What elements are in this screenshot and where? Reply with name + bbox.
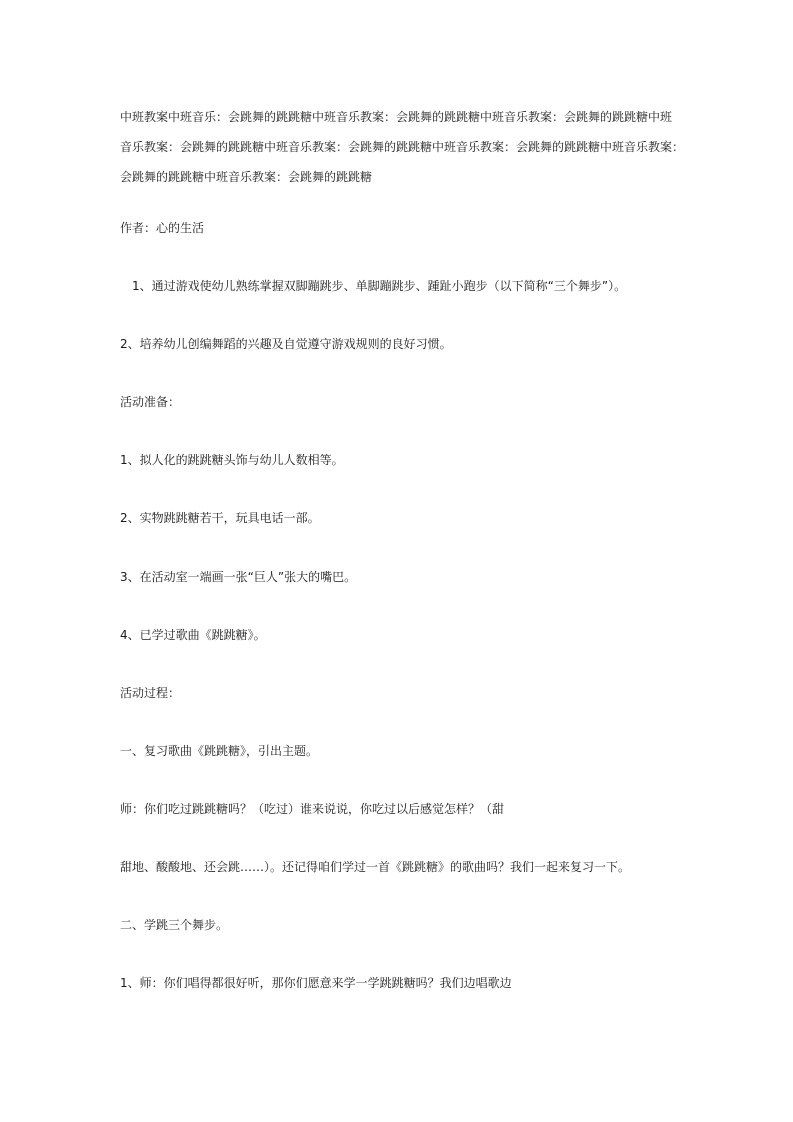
process-step-2-item-1: 1、师：你们唱得都很好听，那你们愿意来学一学跳跳糖吗？我们边唱歌边	[120, 976, 512, 990]
title-line: 会跳舞的跳跳糖中班音乐教案：会跳舞的跳跳糖	[120, 170, 373, 184]
teacher-dialogue-continued: 甜地、酸酸地、还会跳……）。还记得咱们学过一首《跳跳糖》的歌曲吗？我们一起来复习一下。	[120, 860, 631, 874]
process-step-2: 二、学跳三个舞步。	[120, 918, 229, 932]
preparation-item-4: 4、已学过歌曲《跳跳糖》。	[120, 628, 266, 642]
process-heading: 活动过程：	[120, 686, 181, 700]
preparation-item-2: 2、实物跳跳糖若干，玩具电话一部。	[120, 511, 320, 525]
title-line: 中班教案中班音乐：会跳舞的跳跳糖中班音乐教案：会跳舞的跳跳糖中班音乐教案：会跳舞的跳跳糖中班	[120, 110, 673, 124]
process-step-1: 一、复习歌曲《跳跳糖》，引出主题。	[120, 744, 319, 758]
goal-item-1: 1、通过游戏使幼儿熟练掌握双脚蹦跳步、单脚蹦跳步、踵趾小跑步（以下简称“三个舞步”）。	[120, 279, 627, 293]
author-line: 作者：心的生活	[120, 221, 205, 235]
preparation-heading: 活动准备：	[120, 395, 181, 409]
title-line: 音乐教案：会跳舞的跳跳糖中班音乐教案：会跳舞的跳跳糖中班音乐教案：会跳舞的跳跳糖中班音乐教案：	[120, 140, 685, 154]
preparation-item-1: 1、拟人化的跳跳糖头饰与幼儿人数相等。	[120, 453, 344, 467]
goal-item-2: 2、培养幼儿创编舞蹈的兴趣及自觉遵守游戏规则的良好习惯。	[120, 337, 452, 351]
preparation-item-3: 3、在活动室一端画一张“巨人”张大的嘴巴。	[120, 570, 357, 584]
teacher-dialogue: 师：你们吃过跳跳糖吗？（吃过）谁来说说，你吃过以后感觉怎样？（甜	[120, 802, 505, 816]
document-title	[120, 102, 685, 192]
